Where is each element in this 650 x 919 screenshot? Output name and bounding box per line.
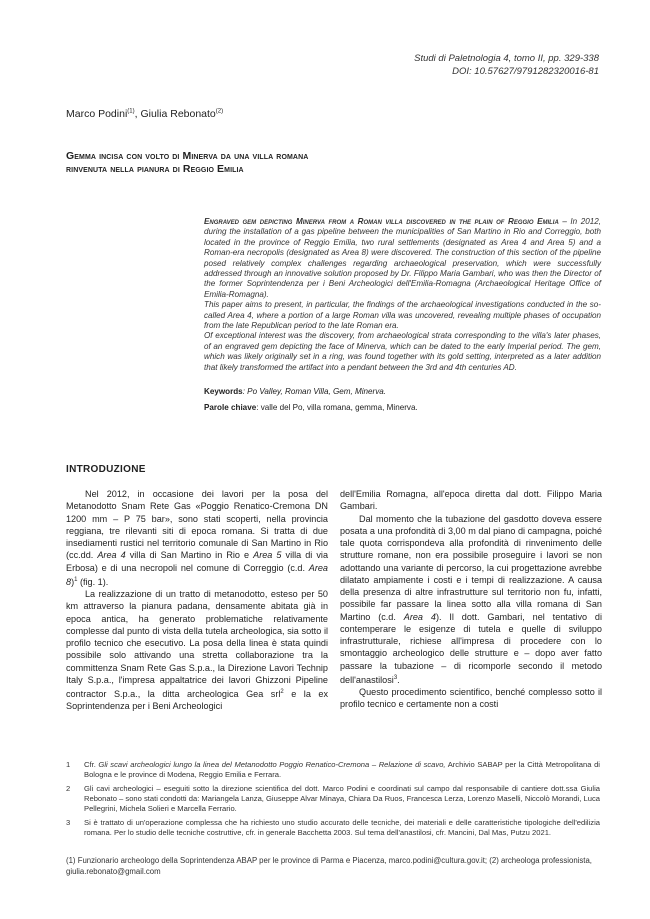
body-column-left — [66, 488, 328, 713]
footnote-ref[interactable]: 2 — [280, 689, 284, 696]
body-column-right — [340, 488, 602, 711]
parole-chiave-text: : valle del Po, villa romana, gemma, Minerva. — [256, 403, 418, 412]
title-line-2: rinvenuta nella pianura di Reggio Emilia — [66, 163, 244, 175]
text: . — [397, 674, 400, 685]
footnote-text: Si è trattato di un'operazione complessa che ha richiesto uno studio accurato delle tecniche, dei materiali e delle caratteristiche tipologiche dell'edilizia romana. Per lo studio delle tecniche costruttive, cfr. in generale Bacchetta 2003. Sul tema dell'anastilosi, cfr. Mancini, Dal Mas, Putzu 2021. — [84, 818, 600, 837]
text: Nel 2012, in occasione dei lavori per la posa del Metanodotto Snam Rete Gas «Poggio Renatico-Cremona DN 1200 mm – P 75 bar», sono stati scoperti, nella provincia reggiana, tre rilevanti siti di epoca romana. Si tratta di due insediamenti rustici nel territorio comunale di San Martino in Rio (cc.dd. — [66, 489, 328, 561]
author-2: Giulia Rebonato — [140, 108, 216, 120]
text-italic: Area 8 — [66, 562, 328, 587]
abstract-text-1: – In 2012, during the installation of a gas pipeline between the municipalities of San Martino in Rio and Correggio, both located in the province of Reggio Emilia, two rural settlements (designated as Area 4 and Area 5) and a Roman-era necropolis (designated as Area 8) were discovered. The construction of this section of the pipeline posed relatively complex challenges regarding archaeological preservation, which were successfully addressed through an innovative solution proposed by Dr. Filippo Maria Gambari, who was then the Director of the former Soprintendenza per i Beni Archeologici dell'Emilia-Romagna (Archaeological Heritage Office of Emilia-Romagna). — [204, 217, 601, 299]
abstract-paragraph-3: Of exceptional interest was the discovery, from archaeological strata corresponding to the villa's later phases, of an engraved gem depicting the face of Minerva, which can be dated to the early Imperial period. The gem, which was likely originally set in a ring, was found together with its gold setting, interpreted as a later addition that likely transformed the artifact into a pendant between the 3rd and 4th centuries AD. — [204, 331, 601, 372]
footnote-1 — [66, 760, 600, 780]
section-heading: INTRODUZIONE — [66, 464, 146, 475]
article-title — [66, 150, 308, 176]
text: ) — [71, 576, 75, 587]
footnote-text: Gli cavi archeologici – eseguiti sotto la direzione scientifica del dott. Marco Podini e coordinati sul campo dal responsabile di cantiere dott.ssa Giulia Rebonato – sono stati condotti da: Mariangela Lanza, Giuseppe Alvar Minaya, Chiara Da Ruos, Francesca Lerza, Lorenzo Maselli, Niccolò Morandi, Luca Pellegrini, Michela Solieri e Marcella Ferrario. — [84, 784, 600, 813]
journal-citation — [414, 52, 599, 78]
footnote-3 — [66, 818, 600, 838]
text: Cfr. — [84, 760, 99, 769]
abstract — [204, 217, 601, 373]
author-affiliations: (1) Funzionario archeologo della Soprintendenza ABAP per le province di Parma e Piacenza, marco.podini@cultura.gov.it; (2) archeologa professionista, giulia.rebonato@gmail.com — [66, 856, 592, 876]
text: (fig. 1). — [77, 576, 109, 587]
keywords — [204, 387, 386, 397]
author-separator: , — [134, 108, 141, 120]
body-paragraph: dell'Emilia Romagna, all'epoca diretta dal dott. Filippo Maria Gambari. — [340, 489, 602, 512]
parole-chiave — [204, 403, 418, 413]
footnote-ref[interactable]: 3 — [393, 674, 398, 681]
author-1-mark: (1) — [127, 108, 135, 115]
footnote-number: 2 — [66, 784, 71, 793]
authors — [66, 108, 223, 120]
text: villa di via Erbosa) e di una necropoli nel comune di Correggio (c.d. — [66, 550, 328, 573]
footnote-number: 3 — [66, 818, 71, 827]
footnote-2 — [66, 784, 600, 814]
body-paragraph — [66, 488, 328, 588]
abstract-paragraph-1 — [204, 217, 601, 300]
text-italic: Area 4 — [97, 550, 126, 561]
abstract-paragraph-2: This paper aims to present, in particular, the findings of the archaeological investigations conducted in the so-called Area 4, where a portion of a large Roman villa was uncovered, revealing multiple phases of occupation from the late Republican period to the late Roman era. — [204, 300, 601, 331]
author-2-mark: (2) — [215, 108, 224, 115]
keywords-label: Keywords — [204, 387, 243, 396]
author-1: Marco Podini — [66, 108, 128, 120]
footnote-text — [84, 760, 600, 780]
doi-line: DOI: 10.57627/9791282320016-81 — [452, 66, 599, 77]
abstract-lead: Engraved gem depicting Minerva from a Roman villa discovered in the plain of Reggio Emilia — [204, 217, 559, 226]
footnote-ref[interactable]: 1 — [74, 576, 78, 583]
body-paragraph — [340, 513, 602, 687]
text-italic: Area 4 — [403, 611, 436, 622]
text: La realizzazione di un tratto di metanodotto, esteso per 50 km attraverso la pianura padana, densamente abitata già in epoca antica, ha generato problematiche relativamente complesse dal punto di vista della tutela archeologica, sia sotto il profilo tecnico che esecutivo. La posa della linea è stata quindi possibile solo attivando una stretta collaborazione tra la committenza Snam Rete Gas S.p.a., la Direzione Lavori Technip Italy S.p.a., l'impresa appaltatrice dei lavori Ghizzoni Pipeline contractor S.p.a., la ditta archeologica Gea srl — [66, 589, 328, 700]
text: Archivio SABAP per la Città Metropolitana di Bologna e le province di Modena, Reggio Emilia e Ferrara. — [84, 760, 600, 779]
footnote-number: 1 — [66, 760, 71, 769]
body-paragraph — [66, 588, 328, 713]
text: e la ex Soprintendenza per i Beni Archeologici — [66, 689, 328, 712]
body-paragraph: Questo procedimento scientifico, benché complesso sotto il profilo tecnico e certamente non a costi — [340, 687, 602, 710]
keywords-text: : Po Valley, Roman Villa, Gem, Minerva. — [242, 387, 387, 396]
text: villa di San Martino in Rio e — [125, 550, 254, 561]
text: ). Il dott. Gambari, nel tentativo di contemperare le esigenze di tutela e quelle di sviluppo infrastrutturale, richiese all'impresa di procedere con lo smontaggio archeologico delle strutture e – dopo aver fatto passare la tubazione – di ricomporle secondo il metodo dell'anastilosi — [340, 611, 603, 685]
journal-title-line: Studi di Paletnologia 4, tomo II, pp. 329-338 — [414, 53, 599, 64]
text: Dal momento che la tubazione del gasdotto doveva essere posata a una profondità di 3,00 m dal piano di campagna, poiché tale quota corrispondeva alla profondità di rinvenimento delle strutture romane, non era possibile proseguire i lavori se non adottando una variante di percorso, la cui progettazione avrebbe dilatato ampiamente i costi e i tempi di realizzazione. A causa della presenza di altre infrastrutture sul territorio non fu, infatti, possibile far passare la linea sotto alla villa romana di San Martino (c.d. — [340, 513, 602, 622]
text-italic: Gli scavi archeologici lungo la linea del Metanodotto Poggio Renatico-Cremona – Relazione di scavo, — [98, 760, 446, 769]
parole-chiave-label: Parole chiave — [204, 403, 257, 412]
title-line-1: Gemma incisa con volto di Minerva da una villa romana — [66, 150, 309, 162]
footnotes — [66, 760, 600, 842]
text-italic: Area 5 — [253, 550, 282, 561]
